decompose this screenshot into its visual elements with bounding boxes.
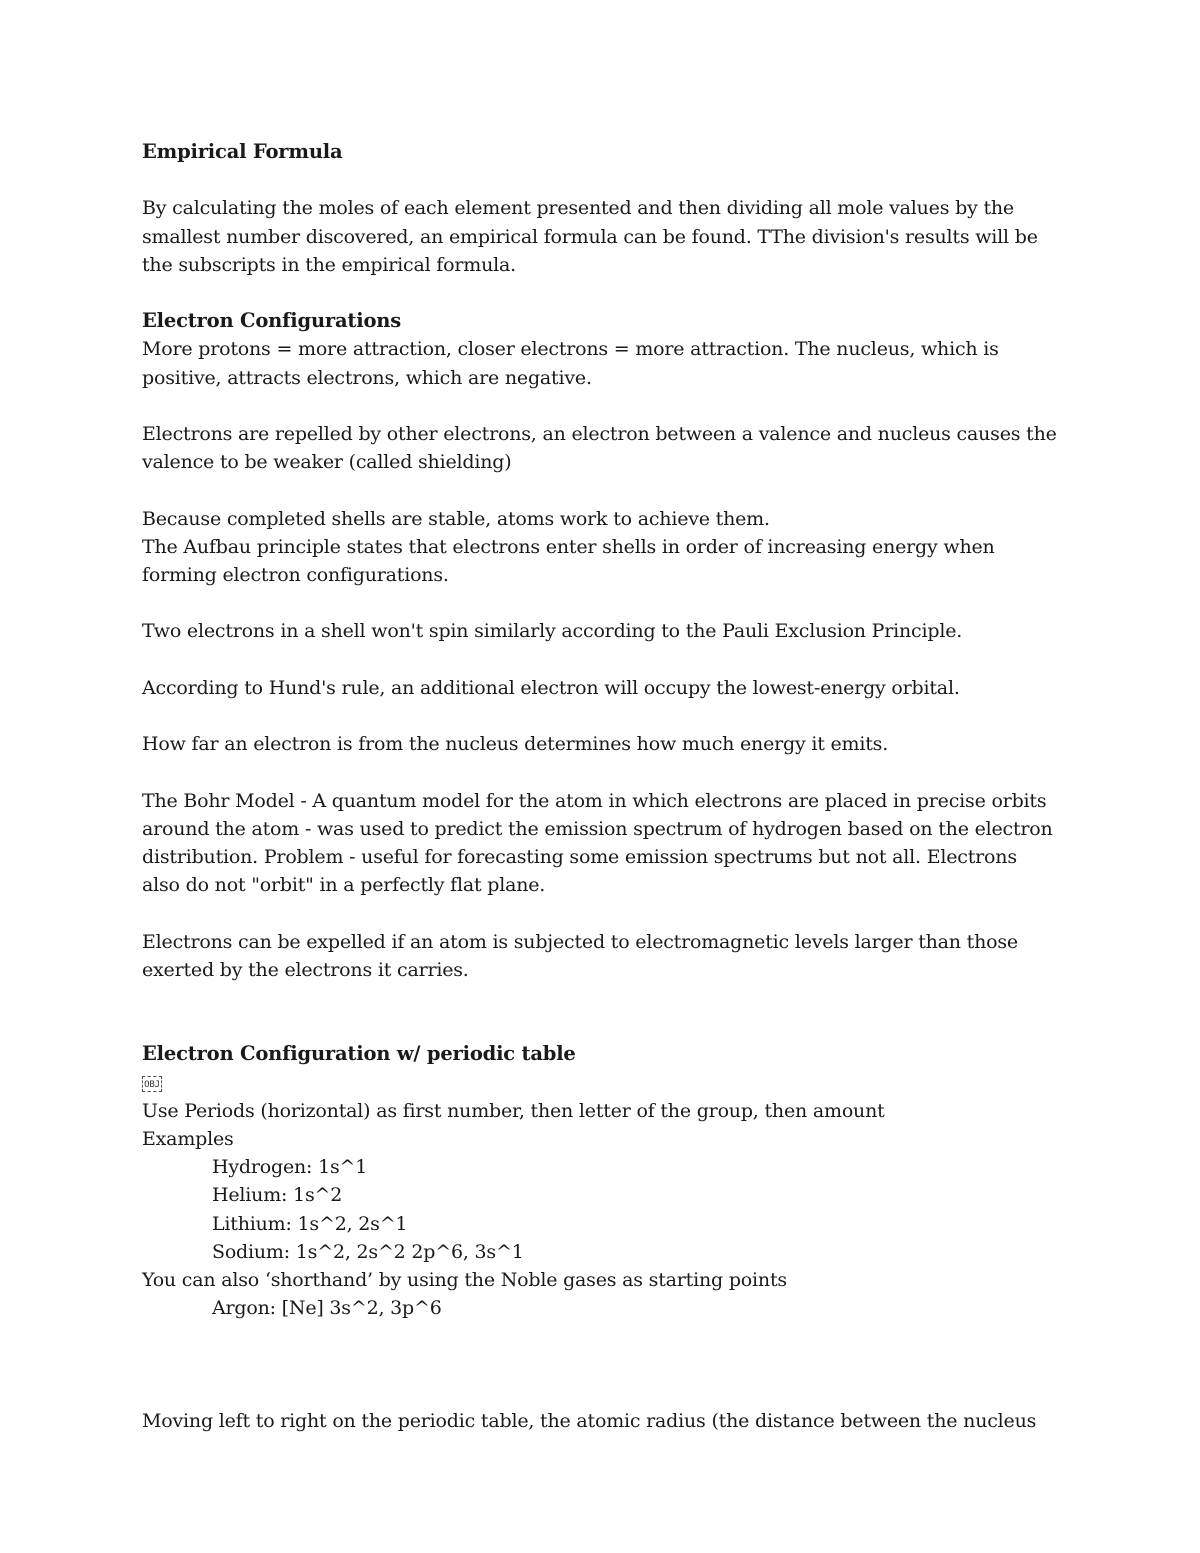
paragraph-line: You can also ‘shorthand’ by using the Noble gases as starting points bbox=[142, 1268, 787, 1291]
spacer bbox=[142, 279, 1062, 307]
spacer bbox=[142, 1351, 1062, 1379]
paragraph-line: The Bohr Model - A quantum model for the atom in which electrons are placed in precise orbits bbox=[142, 789, 1047, 812]
paragraph-line: smallest number discovered, an empirical formula can be found. TThe division's results will be bbox=[142, 225, 1038, 248]
spacer bbox=[142, 392, 1062, 420]
object-placeholder-line bbox=[142, 1069, 1062, 1097]
spacer bbox=[142, 646, 1062, 674]
object-placeholder-icon: OBJ bbox=[142, 1076, 162, 1092]
paragraph-line: Electrons can be expelled if an atom is subjected to electromagnetic levels larger than those bbox=[142, 930, 1018, 953]
paragraph-line: Electrons are repelled by other electrons, an electron between a valence and nucleus causes the bbox=[142, 422, 1057, 445]
spacer bbox=[142, 1322, 1062, 1350]
paragraph-line: positive, attracts electrons, which are negative. bbox=[142, 366, 592, 389]
document-page bbox=[142, 138, 1062, 1435]
examples-label: Examples bbox=[142, 1127, 234, 1150]
example-lithium: Lithium: 1s^2, 2s^1 bbox=[212, 1212, 408, 1235]
paragraph-line: By calculating the moles of each element presented and then dividing all mole values by the bbox=[142, 197, 1014, 220]
spacer bbox=[142, 984, 1062, 1012]
spacer bbox=[142, 899, 1062, 927]
paragraph-line: also do not "orbit" in a perfectly flat plane. bbox=[142, 874, 546, 897]
spacer bbox=[142, 1012, 1062, 1040]
example-argon: Argon: [Ne] 3s^2, 3p^6 bbox=[212, 1297, 442, 1320]
paragraph-line: around the atom - was used to predict the emission spectrum of hydrogen based on the electron bbox=[142, 817, 1053, 840]
example-hydrogen: Hydrogen: 1s^1 bbox=[212, 1156, 368, 1179]
paragraph-line: More protons = more attraction, closer electrons = more attraction. The nucleus, which is bbox=[142, 338, 999, 361]
spacer bbox=[142, 476, 1062, 504]
heading-electron-configurations: Electron Configurations bbox=[142, 309, 402, 333]
example-helium: Helium: 1s^2 bbox=[212, 1184, 343, 1207]
heading-electron-configuration-periodic: Electron Configuration w/ periodic table bbox=[142, 1042, 576, 1066]
paragraph-line: exerted by the electrons it carries. bbox=[142, 958, 469, 981]
paragraph-line: Two electrons in a shell won't spin similarly according to the Pauli Exclusion Principle. bbox=[142, 620, 963, 643]
paragraph-line: The Aufbau principle states that electrons enter shells in order of increasing energy when bbox=[142, 535, 995, 558]
spacer bbox=[142, 758, 1062, 786]
paragraph-line: How far an electron is from the nucleus determines how much energy it emits. bbox=[142, 733, 889, 756]
paragraph-line: Moving left to right on the periodic table, the atomic radius (the distance between the nucleus bbox=[142, 1409, 1037, 1432]
spacer bbox=[142, 702, 1062, 730]
paragraph-line: the subscripts in the empirical formula. bbox=[142, 253, 516, 276]
paragraph-line: forming electron configurations. bbox=[142, 563, 449, 586]
heading-empirical-formula: Empirical Formula bbox=[142, 140, 343, 163]
paragraph-line: valence to be weaker (called shielding) bbox=[142, 451, 512, 474]
example-sodium: Sodium: 1s^2, 2s^2 2p^6, 3s^1 bbox=[212, 1240, 524, 1263]
paragraph-line: According to Hund's rule, an additional electron will occupy the lowest-energy orbital. bbox=[142, 676, 960, 699]
paragraph-line: Because completed shells are stable, atoms work to achieve them. bbox=[142, 507, 770, 530]
spacer bbox=[142, 589, 1062, 617]
spacer bbox=[142, 1379, 1062, 1407]
paragraph-line: Use Periods (horizontal) as first number, then letter of the group, then amount bbox=[142, 1099, 885, 1122]
spacer bbox=[142, 166, 1062, 194]
paragraph-line: distribution. Problem - useful for forecasting some emission spectrums but not all. Electrons bbox=[142, 845, 1017, 868]
